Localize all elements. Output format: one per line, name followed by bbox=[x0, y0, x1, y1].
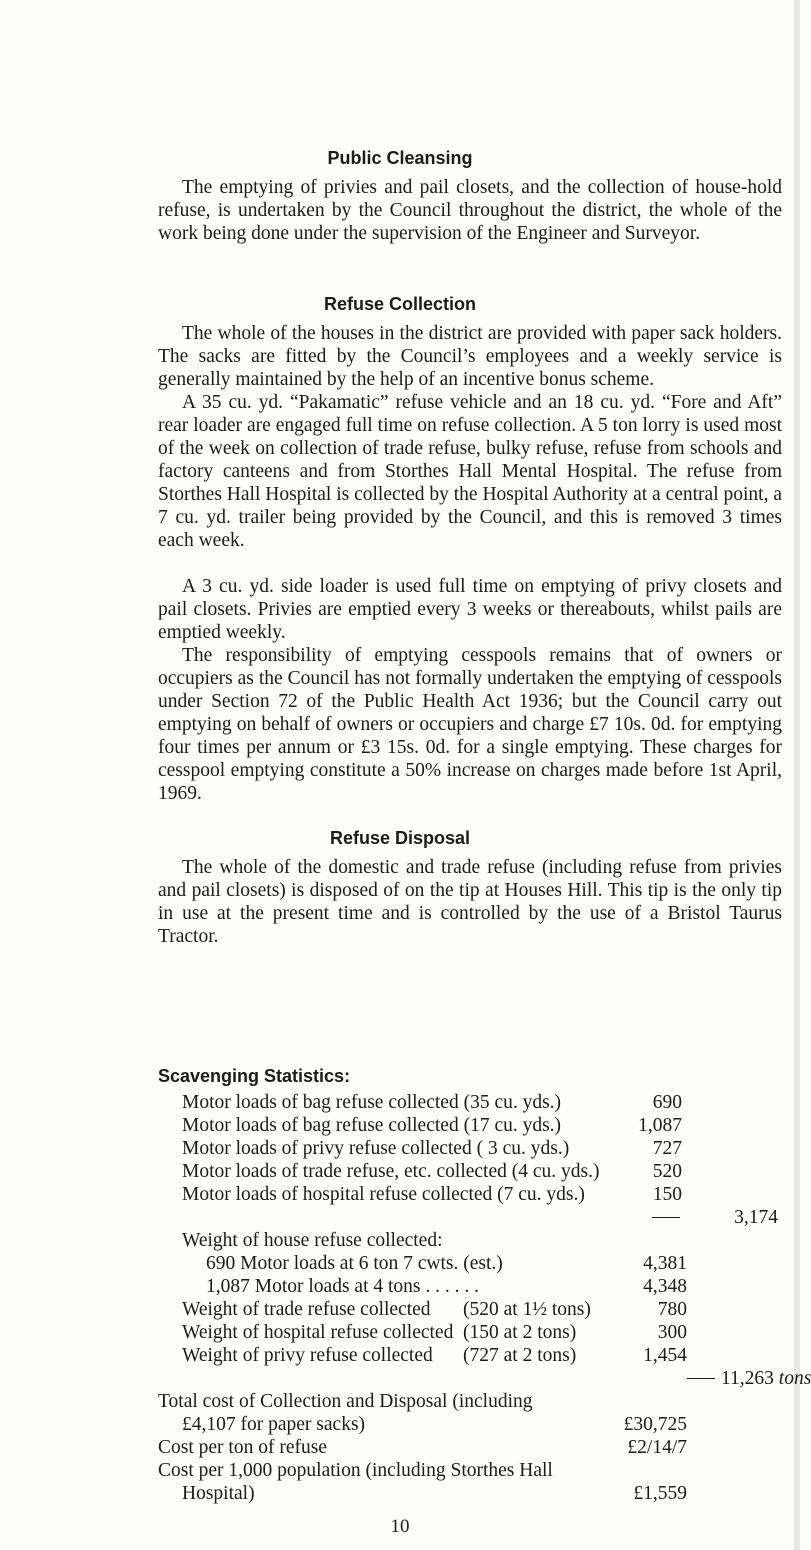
total-cost-value: £30,725 bbox=[623, 1414, 687, 1435]
house-weight-label: 690 Motor loads at 6 ton 7 cwts. (est.) bbox=[206, 1253, 503, 1274]
load-label: Motor loads of bag refuse collected (17 cu. yds.) bbox=[182, 1115, 562, 1136]
other-weight-value: 300 bbox=[657, 1322, 687, 1343]
load-label: Motor loads of hospital refuse collected (7 cu. yds.) bbox=[182, 1184, 585, 1205]
paragraph-public-cleansing: The emptying of privies and pail closets, and the collection of house-hold refuse, is undertaken by the Council throughout the district, the whole of the work being done under the supervision of the Engineer and Surveyor. bbox=[158, 177, 782, 244]
other-weight-value: 1,454 bbox=[643, 1345, 687, 1366]
paragraph-side-loader: A 3 cu. yd. side loader is used full time on emptying of privy closets and pail closets. Privies are emptied every 3 weeks or thereabouts, whilst pails are emptied weekly. bbox=[158, 576, 782, 643]
loads-total: 3,174 bbox=[734, 1207, 778, 1228]
house-weight-value: 4,348 bbox=[643, 1276, 687, 1297]
cost-per-ton-label: Cost per ton of refuse bbox=[158, 1437, 327, 1458]
load-value: 690 bbox=[652, 1092, 682, 1113]
load-value: 150 bbox=[652, 1184, 682, 1205]
page-number: 10 bbox=[390, 1516, 410, 1537]
paragraph-sack-holders: The whole of the houses in the district are provided with paper sack holders. The sacks are fitted by the Council’s employees and a weekly service is generally maintained by the help of an incentive bonus scheme. bbox=[158, 323, 782, 390]
other-weight-detail: (520 at 1½ tons) bbox=[463, 1299, 591, 1320]
total-cost-label-cont: £4,107 for paper sacks) bbox=[182, 1414, 366, 1435]
load-label: Motor loads of trade refuse, etc. collected (4 cu. yds.) bbox=[182, 1161, 600, 1182]
load-value: 1,087 bbox=[638, 1115, 682, 1136]
house-weight-label: 1,087 Motor loads at 4 tons . . . . . . bbox=[206, 1276, 479, 1297]
other-weight-detail: (150 at 2 tons) bbox=[463, 1322, 577, 1343]
weight-total-row bbox=[721, 1367, 811, 1390]
paragraph-vehicles: A 35 cu. yd. “Pakamatic” refuse vehicle and an 18 cu. yd. “Fore and Aft” rear loader are engaged full time on refuse collection. A 5 ton lorry is used most of the week on collection of trade refuse, bulky refuse, refuse from schools and factory canteens and from Storthes Hall Mental Hospital. The refuse from Storthes Hall Hospital is collected by the Hospital Authority at a central point, a 7 cu. yd. trailer being provided by the Council, and this is removed 3 times each week. bbox=[158, 392, 782, 551]
load-value: 520 bbox=[652, 1161, 682, 1182]
house-weight-value: 4,381 bbox=[643, 1253, 687, 1274]
cost-per-ton-value: £2/14/7 bbox=[627, 1437, 687, 1458]
other-weight-label: Weight of trade refuse collected bbox=[182, 1299, 431, 1320]
page-edge-shadow bbox=[794, 0, 800, 1550]
subtotal-rule bbox=[652, 1217, 680, 1218]
paragraph-tip: The whole of the domestic and trade refuse (including refuse from privies and pail closets) is disposed of on the tip at Houses Hill. This tip is the only tip in use at the present time and is controlled by the use of a Bristol Taurus Tractor. bbox=[158, 857, 782, 947]
paragraph-cesspools: The responsibility of emptying cesspools remains that of owners or occupiers as the Council has not formally undertaken the emptying of cesspools under Section 72 of the Public Health Act 1936; but the Council carry out emptying on behalf of owners or occupiers and charge £7 10s. 0d. for emptying four times per annum or £3 15s. 0d. for a single emptying. These charges for cesspool emptying constitute a 50% increase on charges made before 1st April, 1969. bbox=[158, 645, 782, 804]
weight-heading: Weight of house refuse collected: bbox=[182, 1230, 443, 1251]
weight-total: 11,263 bbox=[721, 1368, 774, 1389]
cost-per-population-label: Cost per 1,000 population (including Storthes Hall bbox=[158, 1460, 553, 1481]
load-label: Motor loads of privy refuse collected ( 3 cu. yds.) bbox=[182, 1138, 570, 1159]
other-weight-value: 780 bbox=[657, 1299, 687, 1320]
other-weight-detail: (727 at 2 tons) bbox=[463, 1345, 577, 1366]
heading-refuse-disposal: Refuse Disposal bbox=[329, 828, 471, 848]
heading-refuse-collection: Refuse Collection bbox=[323, 294, 477, 314]
weight-unit: tons bbox=[778, 1368, 811, 1389]
other-weight-label: Weight of hospital refuse collected bbox=[182, 1322, 454, 1343]
cost-per-population-label-cont: Hospital) bbox=[182, 1483, 255, 1504]
subtotal-rule bbox=[687, 1378, 715, 1379]
heading-public-cleansing: Public Cleansing bbox=[327, 148, 473, 168]
total-cost-label: Total cost of Collection and Disposal (including bbox=[158, 1391, 533, 1412]
scavenging-statistics-title: Scavenging Statistics: bbox=[158, 1066, 351, 1086]
other-weight-label: Weight of privy refuse collected bbox=[182, 1345, 433, 1366]
load-value: 727 bbox=[652, 1138, 682, 1159]
cost-per-population-value: £1,559 bbox=[633, 1483, 687, 1504]
load-label: Motor loads of bag refuse collected (35 cu. yds.) bbox=[182, 1092, 562, 1113]
